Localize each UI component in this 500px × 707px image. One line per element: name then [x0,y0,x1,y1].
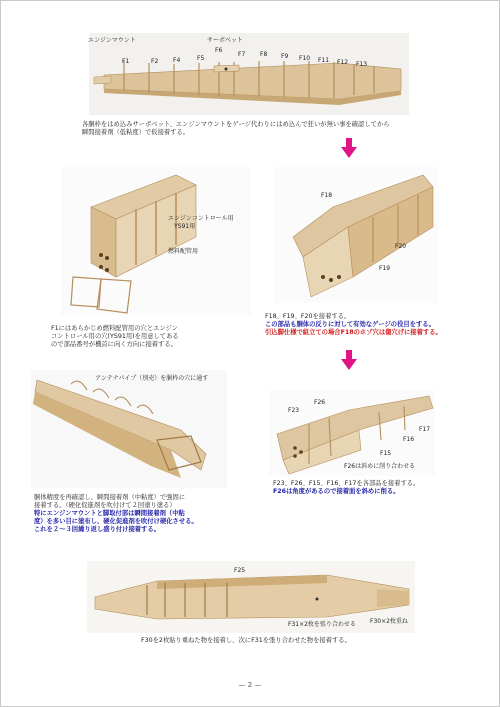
label-f12: F12 [337,59,349,66]
label-engine-control: エンジンコントロール用 [168,215,234,222]
label-f6: F6 [215,47,223,54]
step4-caption: 胴体精度を再確認し、瞬間接着剤（中粘度）で強固に 接着する。（硬化促進剤を吹付けて２回塗り塗る） 特にエンジンマウントと脚取付部は瞬間接着剤（中粘 度）を多い目に塗布し、硬化促進剤を吹付け硬化させる。 これを２〜３回繰り返し盛り付け接着する。 [34,494,198,533]
label-f17: F17 [419,426,431,433]
step6-caption: F30を2枚貼り重ねた物を接着し、次にF31を張り合わせた物を接着する。 [141,637,351,644]
label-f11: F11 [318,57,330,64]
step2-caption: F1にはあらかじめ燃料配管用の穴とエンジン コントロール用の穴(YS91用)を用意してある ので部品番号が機首に向く方向に接着する。 [51,325,179,348]
step1-photo [89,33,409,115]
label-f18: F18 [321,192,333,199]
step5-caption: F23、F26、F15、F16、F17を各部品を接着する。 F26は角度があるので接着面を斜めに削る。 [273,480,420,495]
label-f20: F20 [395,243,407,250]
page-number: — 2 — [238,681,262,689]
label-fuel: 燃料配管用 [168,248,199,255]
label-f25: F25 [234,567,246,574]
label-f1: F1 [122,58,130,65]
label-antenna: アンテナパイプ（別売）を胴枠の穴に通す [95,375,209,382]
label-f23: F23 [288,407,300,414]
label-f13: F13 [356,61,368,68]
label-f26: F26 [314,399,326,406]
label-f26-note: F26は斜めに削り合わせる [344,463,416,470]
label-ys91: YS91用 [174,223,196,230]
label-f4: F4 [173,57,181,64]
label-f8: F8 [260,51,268,58]
label-f30: F30×2枚重ね [370,618,408,625]
step6-photo [87,561,415,633]
step2-photo [61,167,251,315]
label-f7: F7 [238,51,246,58]
step4-photo [31,370,227,488]
arrow-down-icon [341,138,357,158]
label-f31: F31×2枚を張り合わせる [288,621,356,628]
label-f16: F16 [403,436,415,443]
label-f5: F5 [197,55,205,62]
step3-photo [273,167,439,303]
label-f10: F10 [299,55,311,62]
step3-caption: F18、F19、F20を接着する。 この部品も胴体の反りに対して有効なゲージの役目をする。 引込脚仕様で組立ての場合F18のホゾ穴は傷穴げに接着する。 [265,313,442,336]
label-servo-bed: サーボベット [207,37,244,44]
label-engine-mount: エンジンマウント [88,37,136,44]
label-f9: F9 [281,53,289,60]
arrow-down-icon [341,350,357,370]
label-f19: F19 [379,265,391,272]
label-f2: F2 [151,58,159,65]
label-f15: F15 [380,450,392,457]
step1-caption: 各胴枠をはめ込みサーボベット、エンジンマウントをゲージ代わりにはめ込んで狂いが無い事を確認してから 瞬間接着剤（低粘度）で仮接着する。 [82,121,390,136]
